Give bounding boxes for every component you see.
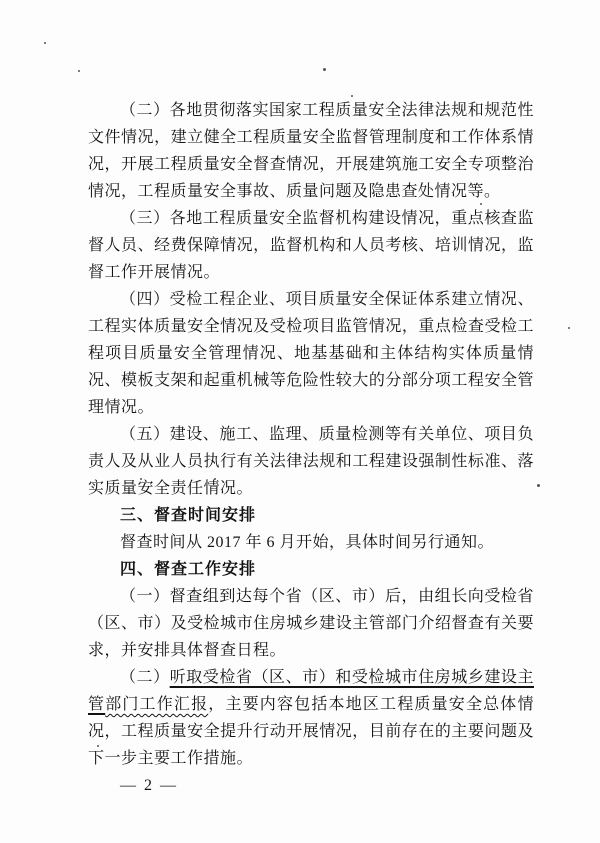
document-paragraphs — [88, 97, 534, 799]
scan-speck — [351, 95, 353, 97]
text-run: （一）督查组到达每个省（区、市）后，由组长向受检省（区、市）及受检城市住房城乡建设主管部门介绍督查有关要求，并安排具体督查日程。 — [88, 588, 534, 659]
text-run: ，主要内容包括本地区工程质量安全总体情况，工程质量安全提升行动开展情况，目前存在的主要问题及下一步主要工作措施。 — [88, 696, 534, 767]
paragraph — [88, 583, 534, 664]
scan-speck — [78, 70, 80, 72]
scan-speck — [480, 203, 482, 205]
text-run: （四）受检工程企业、项目质量安全保证体系建立情况、工程实体质量安全情况及受检项目监管情况，重点检查受检工程项目质量安全管理情况、地基基础和主体结构实体质量情况、模板支架和起重机械等危险性较大的分部分项工程安全管理情况。 — [88, 291, 534, 416]
page-number: — 2 — — [120, 777, 178, 794]
paragraph — [88, 286, 534, 421]
text-run: （三）各地工程质量安全监督机构建设情况，重点核查监督人员、经费保障情况，监督机构和人员考核、培训情况，监督工作开展情况。 — [88, 210, 534, 281]
paragraph — [88, 205, 534, 286]
scan-speck — [537, 484, 540, 487]
scan-speck — [323, 68, 326, 71]
scan-speck — [214, 478, 216, 480]
section-heading — [88, 556, 534, 583]
scan-speck — [140, 478, 142, 480]
paragraph — [88, 664, 534, 772]
paragraph — [88, 97, 534, 205]
scan-speck — [97, 745, 99, 747]
text-run: 督查时间从 2017 年 6 月开始，具体时间另行通知。 — [120, 534, 495, 551]
paragraph — [88, 421, 534, 502]
underlined-text: 听取受检省（区、市）和受检城市住房城乡建设主管 — [88, 669, 534, 713]
section-heading — [88, 502, 534, 529]
text-run: （五）建设、施工、监理、质量检测等有关单位、项目负责人及从业人员执行有关法律法规和工程建设强制性标准、落实质量安全责任情况。 — [88, 426, 534, 497]
text-run: 四、督查工作安排 — [120, 561, 257, 578]
paragraph — [88, 529, 534, 556]
wavy-underlined-text: 部门工作汇报 — [105, 696, 209, 713]
scan-speck — [44, 42, 46, 44]
scan-speck — [568, 327, 570, 329]
text-run: （二）各地贯彻落实国家工程质量安全法律法规和规范性文件情况，建立健全工程质量安全监督管理制度和工作体系情况，开展工程质量安全督查情况，开展建筑施工安全专项整治情况，工程质量安全事故、质量问题及隐患查处情况等。 — [88, 102, 534, 200]
text-run: （二） — [120, 669, 170, 686]
text-run: 三、督查时间安排 — [120, 507, 257, 524]
